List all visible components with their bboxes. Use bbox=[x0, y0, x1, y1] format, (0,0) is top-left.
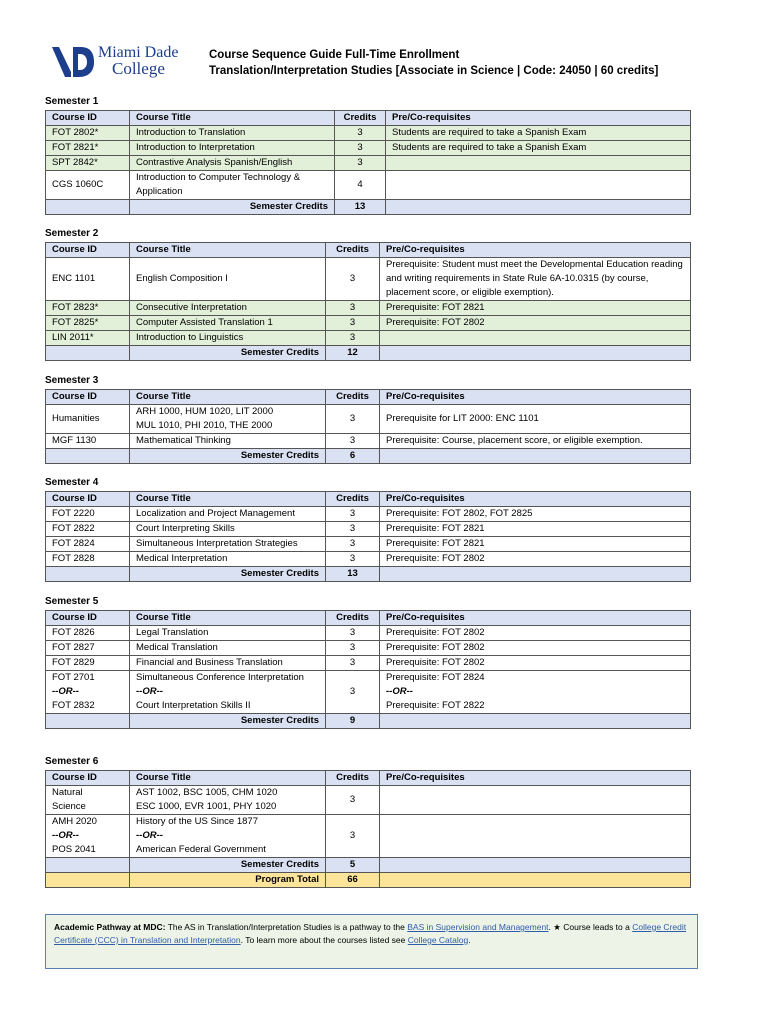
course-prereq: Prerequisite: FOT 2802, FOT 2825 bbox=[380, 507, 691, 522]
course-title: Introduction to Interpretation bbox=[130, 141, 335, 156]
course-credits: 3 bbox=[326, 507, 380, 522]
course-title: Court Interpreting Skills bbox=[130, 522, 326, 537]
course-id: SPT 2842* bbox=[46, 156, 130, 171]
course-row bbox=[46, 405, 691, 434]
course-id: LIN 2011* bbox=[46, 331, 130, 346]
blank-cell bbox=[380, 567, 691, 582]
course-id: CGS 1060C bbox=[46, 171, 130, 200]
credits-header: Credits bbox=[326, 390, 380, 405]
course-prereq: Prerequisite for LIT 2000: ENC 1101 bbox=[380, 405, 691, 434]
course-title: English Composition I bbox=[130, 258, 326, 301]
course-title: Legal Translation bbox=[130, 626, 326, 641]
header-row bbox=[46, 390, 691, 405]
course-id-header: Course ID bbox=[46, 611, 130, 626]
blank-cell bbox=[46, 200, 130, 215]
semester-table bbox=[45, 491, 691, 582]
course-credits: 3 bbox=[326, 434, 380, 449]
header-row bbox=[46, 492, 691, 507]
semester-credits-label: Semester Credits bbox=[130, 858, 326, 873]
header-row bbox=[46, 611, 691, 626]
header-row bbox=[46, 243, 691, 258]
header-row bbox=[46, 111, 691, 126]
semester-label: Semester 3 bbox=[45, 375, 99, 386]
course-prereq: Prerequisite: FOT 2802 bbox=[380, 316, 691, 331]
course-title-header: Course Title bbox=[130, 243, 326, 258]
course-title: Medical Interpretation bbox=[130, 552, 326, 567]
course-id-header: Course ID bbox=[46, 771, 130, 786]
course-credits: 3 bbox=[326, 331, 380, 346]
semester-credits-value: 9 bbox=[326, 714, 380, 729]
semester-credits-label: Semester Credits bbox=[130, 200, 335, 215]
course-row bbox=[46, 522, 691, 537]
prereq-header: Pre/Co-requisites bbox=[380, 243, 691, 258]
credits-header: Credits bbox=[326, 492, 380, 507]
course-id: FOT 2828 bbox=[46, 552, 130, 567]
prereq-header: Pre/Co-requisites bbox=[380, 611, 691, 626]
course-title: Consecutive Interpretation bbox=[130, 301, 326, 316]
course-id: FOT 2802* bbox=[46, 126, 130, 141]
course-title-header: Course Title bbox=[130, 611, 326, 626]
course-title: Financial and Business Translation bbox=[130, 656, 326, 671]
course-prereq: Students are required to take a Spanish Exam bbox=[386, 141, 691, 156]
semester-table bbox=[45, 770, 691, 888]
course-row bbox=[46, 641, 691, 656]
semester-credits-row bbox=[46, 449, 691, 464]
credits-header: Credits bbox=[326, 611, 380, 626]
course-title-header: Course Title bbox=[130, 771, 326, 786]
course-prereq: Prerequisite: FOT 2802 bbox=[380, 552, 691, 567]
course-id: MGF 1130 bbox=[46, 434, 130, 449]
course-prereq: Prerequisite: FOT 2802 bbox=[380, 626, 691, 641]
course-row bbox=[46, 815, 691, 858]
course-row bbox=[46, 552, 691, 567]
course-credits: 3 bbox=[335, 156, 386, 171]
bas-link[interactable]: BAS in Supervision and Management bbox=[407, 922, 549, 932]
program-total-value: 66 bbox=[326, 873, 380, 888]
logo-line1: Miami Dade bbox=[98, 44, 179, 61]
program-total-label: Program Total bbox=[130, 873, 326, 888]
course-title-header: Course Title bbox=[130, 111, 335, 126]
credits-header: Credits bbox=[326, 771, 380, 786]
course-prereq: Prerequisite: FOT 2802 bbox=[380, 641, 691, 656]
course-prereq bbox=[386, 156, 691, 171]
document-titles bbox=[209, 47, 658, 79]
course-title: Introduction to Translation bbox=[130, 126, 335, 141]
course-row bbox=[46, 156, 691, 171]
credits-header: Credits bbox=[335, 111, 386, 126]
semester-table bbox=[45, 242, 691, 361]
course-id: FOT 2824 bbox=[46, 537, 130, 552]
pathway-text1: The AS in Translation/Interpretation Studies is a pathway to the bbox=[165, 922, 408, 932]
title-line1: Course Sequence Guide Full-Time Enrollment bbox=[209, 49, 460, 61]
blank-cell bbox=[380, 714, 691, 729]
logo-wordmark bbox=[98, 45, 178, 77]
pathway-lead: Academic Pathway at MDC: bbox=[54, 922, 166, 932]
blank-cell bbox=[46, 873, 130, 888]
semester-credits-row bbox=[46, 714, 691, 729]
semester-credits-row bbox=[46, 200, 691, 215]
course-title: Simultaneous Interpretation Strategies bbox=[130, 537, 326, 552]
course-row bbox=[46, 537, 691, 552]
course-credits: 3 bbox=[326, 405, 380, 434]
course-id-header: Course ID bbox=[46, 111, 130, 126]
mdc-logo bbox=[51, 44, 196, 80]
semester-label: Semester 4 bbox=[45, 477, 99, 488]
course-title: Simultaneous Conference Interpretation --OR-- Court Interpretation Skills II bbox=[130, 671, 326, 714]
semester-credits-value: 12 bbox=[326, 346, 380, 361]
course-id: Natural Science bbox=[46, 786, 130, 815]
course-credits: 3 bbox=[326, 815, 380, 858]
semester-credits-row bbox=[46, 858, 691, 873]
course-id-header: Course ID bbox=[46, 390, 130, 405]
semester-credits-label: Semester Credits bbox=[130, 714, 326, 729]
course-row bbox=[46, 786, 691, 815]
course-title: AST 1002, BSC 1005, CHM 1020 ESC 1000, EVR 1001, PHY 1020 bbox=[130, 786, 326, 815]
course-title-header: Course Title bbox=[130, 390, 326, 405]
blank-cell bbox=[46, 449, 130, 464]
course-credits: 3 bbox=[326, 258, 380, 301]
course-credits: 3 bbox=[335, 141, 386, 156]
program-total-row bbox=[46, 873, 691, 888]
blank-cell bbox=[380, 346, 691, 361]
course-row bbox=[46, 671, 691, 714]
course-credits: 3 bbox=[326, 552, 380, 567]
course-row bbox=[46, 626, 691, 641]
semester-credits-value: 5 bbox=[326, 858, 380, 873]
course-credits: 3 bbox=[326, 626, 380, 641]
course-title: Contrastive Analysis Spanish/English bbox=[130, 156, 335, 171]
blank-cell bbox=[380, 858, 691, 873]
course-credits: 3 bbox=[326, 671, 380, 714]
course-credits: 3 bbox=[326, 316, 380, 331]
course-credits: 3 bbox=[326, 522, 380, 537]
pathway-text2: . ★ Course leads to a bbox=[548, 922, 633, 932]
academic-pathway-box bbox=[45, 914, 698, 969]
course-title-header: Course Title bbox=[130, 492, 326, 507]
blank-cell bbox=[386, 200, 691, 215]
blank-cell bbox=[46, 346, 130, 361]
course-prereq bbox=[380, 786, 691, 815]
course-prereq bbox=[380, 815, 691, 858]
course-title: Computer Assisted Translation 1 bbox=[130, 316, 326, 331]
course-title: Medical Translation bbox=[130, 641, 326, 656]
course-prereq: Prerequisite: Course, placement score, or eligible exemption. bbox=[380, 434, 691, 449]
course-id: FOT 2827 bbox=[46, 641, 130, 656]
course-id: AMH 2020 --OR-- POS 2041 bbox=[46, 815, 130, 858]
semester-label: Semester 1 bbox=[45, 96, 99, 107]
mdc-logo-mark bbox=[51, 46, 95, 78]
course-title: Mathematical Thinking bbox=[130, 434, 326, 449]
header-row bbox=[46, 771, 691, 786]
semester-table bbox=[45, 610, 691, 729]
credits-header: Credits bbox=[326, 243, 380, 258]
course-row bbox=[46, 258, 691, 301]
semester-credits-value: 13 bbox=[326, 567, 380, 582]
course-id: FOT 2823* bbox=[46, 301, 130, 316]
course-id: FOT 2825* bbox=[46, 316, 130, 331]
course-prereq: Prerequisite: Student must meet the Developmental Education reading and writing requirements in State Rule 6A-10.0315 (by course, placement score, or eligible exemption). bbox=[380, 258, 691, 301]
prereq-header: Pre/Co-requisites bbox=[380, 771, 691, 786]
blank-cell bbox=[46, 567, 130, 582]
semester-label: Semester 6 bbox=[45, 756, 99, 767]
course-row bbox=[46, 301, 691, 316]
college-catalog-link[interactable]: College Catalog bbox=[407, 935, 469, 945]
course-id: FOT 2822 bbox=[46, 522, 130, 537]
course-title: Introduction to Computer Technology & Application bbox=[130, 171, 335, 200]
semester-credits-row bbox=[46, 346, 691, 361]
course-id-header: Course ID bbox=[46, 243, 130, 258]
course-prereq: Prerequisite: FOT 2824 --OR-- Prerequisite: FOT 2822 bbox=[380, 671, 691, 714]
semester-credits-label: Semester Credits bbox=[130, 346, 326, 361]
semester-label: Semester 2 bbox=[45, 228, 99, 239]
blank-cell bbox=[380, 449, 691, 464]
course-credits: 3 bbox=[326, 656, 380, 671]
semester-credits-row bbox=[46, 567, 691, 582]
course-credits: 3 bbox=[326, 641, 380, 656]
logo-line2: College bbox=[112, 59, 165, 78]
prereq-header: Pre/Co-requisites bbox=[380, 492, 691, 507]
pathway-text4: . bbox=[468, 935, 471, 945]
course-prereq: Prerequisite: FOT 2802 bbox=[380, 656, 691, 671]
page-header bbox=[51, 44, 731, 84]
blank-cell bbox=[46, 858, 130, 873]
semester-label: Semester 5 bbox=[45, 596, 99, 607]
course-id: FOT 2829 bbox=[46, 656, 130, 671]
course-id-header: Course ID bbox=[46, 492, 130, 507]
course-prereq bbox=[386, 171, 691, 200]
prereq-header: Pre/Co-requisites bbox=[380, 390, 691, 405]
course-row bbox=[46, 331, 691, 346]
course-row bbox=[46, 141, 691, 156]
course-row bbox=[46, 434, 691, 449]
course-title: ARH 1000, HUM 1020, LIT 2000 MUL 1010, PHI 2010, THE 2000 bbox=[130, 405, 326, 434]
course-id: ENC 1101 bbox=[46, 258, 130, 301]
course-title: Introduction to Linguistics bbox=[130, 331, 326, 346]
course-row bbox=[46, 507, 691, 522]
blank-cell bbox=[380, 873, 691, 888]
course-title: History of the US Since 1877 --OR-- American Federal Government bbox=[130, 815, 326, 858]
course-prereq: Prerequisite: FOT 2821 bbox=[380, 537, 691, 552]
pathway-text3: . To learn more about the courses listed see bbox=[240, 935, 408, 945]
course-prereq bbox=[380, 331, 691, 346]
course-row bbox=[46, 316, 691, 331]
ccc-link[interactable]: College Credit Certificate (CCC) in Translation and Interpretation bbox=[54, 922, 687, 945]
semester-table bbox=[45, 389, 691, 464]
course-id: Humanities bbox=[46, 405, 130, 434]
semester-credits-value: 13 bbox=[335, 200, 386, 215]
course-prereq: Prerequisite: FOT 2821 bbox=[380, 522, 691, 537]
prereq-header: Pre/Co-requisites bbox=[386, 111, 691, 126]
course-credits: 4 bbox=[335, 171, 386, 200]
course-title: Localization and Project Management bbox=[130, 507, 326, 522]
course-prereq: Prerequisite: FOT 2821 bbox=[380, 301, 691, 316]
course-credits: 3 bbox=[326, 537, 380, 552]
semester-credits-value: 6 bbox=[326, 449, 380, 464]
semester-credits-label: Semester Credits bbox=[130, 567, 326, 582]
semester-credits-label: Semester Credits bbox=[130, 449, 326, 464]
course-id: FOT 2701 --OR-- FOT 2832 bbox=[46, 671, 130, 714]
course-prereq: Students are required to take a Spanish Exam bbox=[386, 126, 691, 141]
title-line2: Translation/Interpretation Studies [Associate in Science | Code: 24050 | 60 credits] bbox=[209, 65, 659, 77]
course-id: FOT 2220 bbox=[46, 507, 130, 522]
course-credits: 3 bbox=[335, 126, 386, 141]
semester-table bbox=[45, 110, 691, 215]
course-row bbox=[46, 126, 691, 141]
course-id: FOT 2826 bbox=[46, 626, 130, 641]
course-row bbox=[46, 171, 691, 200]
course-id: FOT 2821* bbox=[46, 141, 130, 156]
course-row bbox=[46, 656, 691, 671]
course-credits: 3 bbox=[326, 786, 380, 815]
blank-cell bbox=[46, 714, 130, 729]
course-credits: 3 bbox=[326, 301, 380, 316]
